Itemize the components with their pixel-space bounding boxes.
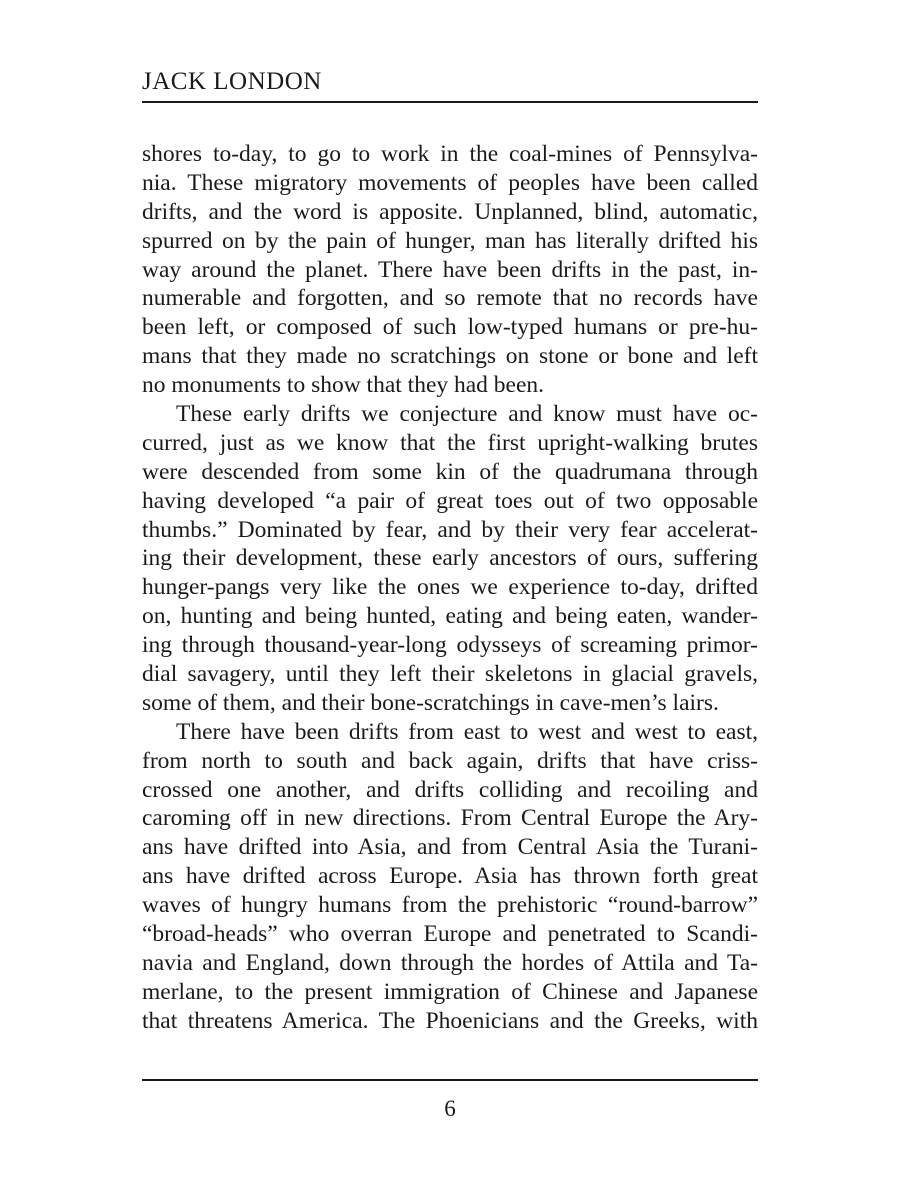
text-line: that threatens America. The Phoenicians and the Greeks, with [142, 1007, 758, 1034]
text-line: “broad-heads” who overran Europe and penetrated to Scandi- [142, 921, 758, 948]
text-line: thumbs.” Dominated by fear, and by their very fear accelerat- [142, 516, 758, 543]
text-line: having developed “a pair of great toes out of two opposable [142, 487, 758, 514]
text-line: drifts, and the word is apposite. Unplanned, blind, automatic, [142, 198, 758, 225]
text-line: ing their development, these early ancestors of ours, suffering [142, 545, 758, 572]
text-line: shores to-day, to go to work in the coal-mines of Pennsylva- [142, 141, 758, 167]
text-line: merlane, to the present immigration of Chinese and Japanese [142, 978, 758, 1005]
text-line: crossed one another, and drifts colliding and recoiling and [142, 776, 758, 803]
text-line: navia and England, down through the hordes of Attila and Ta- [142, 949, 758, 976]
text-line: ans have drifted across Europe. Asia has thrown forth great [142, 863, 758, 890]
text-line: waves of hungry humans from the prehistoric “round-barrow” [142, 892, 758, 919]
text-line: been left, or composed of such low-typed humans or pre-hu- [142, 314, 758, 341]
header-rule [142, 101, 758, 103]
text-line: There have been drifts from east to west and west to east, [176, 718, 758, 745]
text-line: way around the planet. There have been drifts in the past, in- [142, 256, 758, 283]
text-line: curred, just as we know that the first upright-walking brutes [142, 429, 758, 456]
text-line: from north to south and back again, drifts that have criss- [142, 747, 758, 774]
text-line: dial savagery, until they left their skeletons in glacial gravels, [142, 661, 758, 688]
footer-rule [142, 1079, 758, 1081]
body-text [142, 140, 758, 1036]
text-line: were descended from some kin of the quadrumana through [142, 458, 758, 485]
page-number: 6 [444, 1096, 456, 1121]
text-line: ans have drifted into Asia, and from Central Asia the Turani- [142, 834, 758, 861]
text-line: numerable and forgotten, and so remote that no records have [142, 285, 758, 312]
text-line: on, hunting and being hunted, eating and being eaten, wander- [142, 603, 758, 630]
text-line: ing through thousand-year-long odysseys of screaming primor- [142, 632, 758, 659]
text-line: These early drifts we conjecture and know must have oc- [176, 401, 758, 428]
running-head: JACK LONDON [142, 68, 322, 95]
text-line: spurred on by the pain of hunger, man has literally drifted his [142, 227, 758, 254]
text-line: caroming off in new directions. From Central Europe the Ary- [142, 805, 758, 832]
text-line: mans that they made no scratchings on stone or bone and left [142, 343, 758, 370]
text-line: hunger-pangs very like the ones we experience to-day, drifted [142, 574, 758, 601]
text-line: some of them, and their bone-scratchings in cave-men’s lairs. [142, 689, 719, 716]
text-line: no monuments to show that they had been. [142, 372, 545, 399]
text-line: nia. These migratory movements of peoples have been called [142, 169, 758, 196]
